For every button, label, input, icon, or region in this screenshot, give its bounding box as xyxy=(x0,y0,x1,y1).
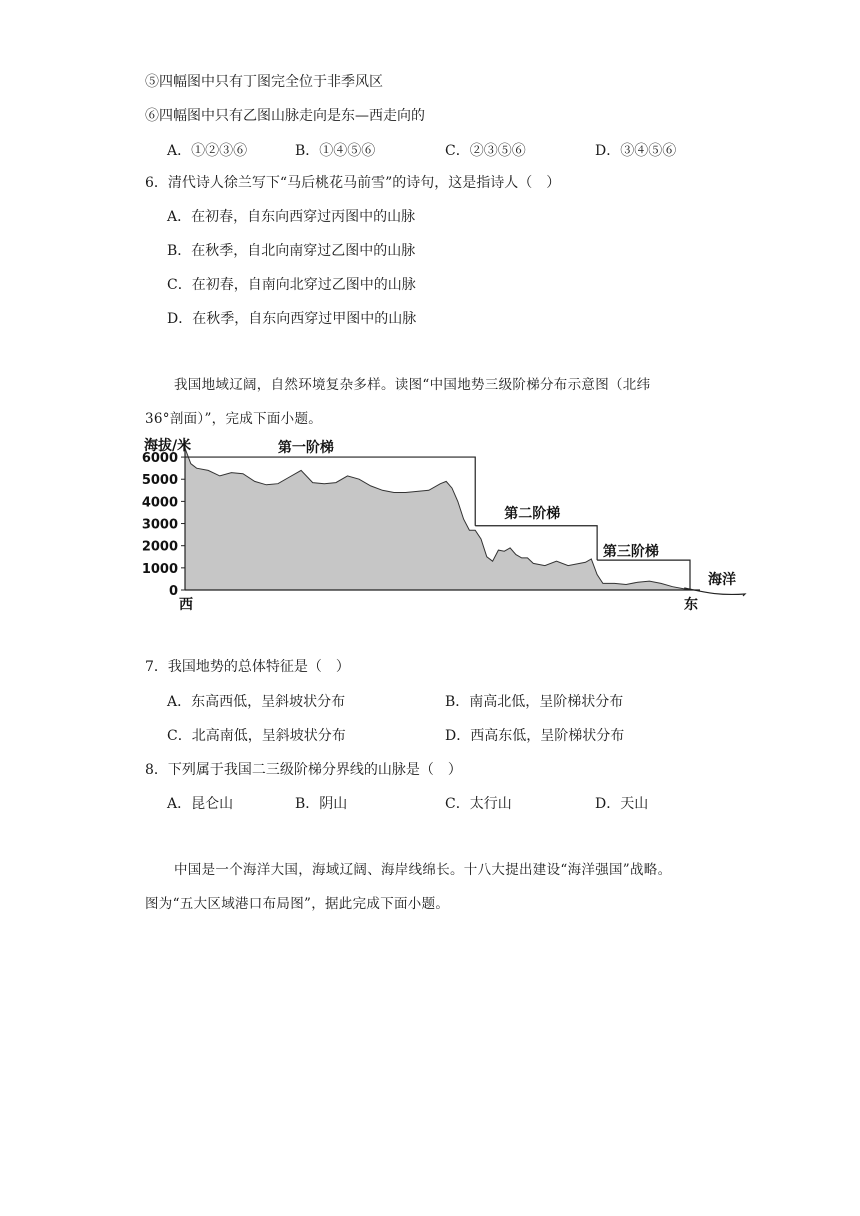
intro-paragraph-1-line-1: 我国地域辽阔，自然环境复杂多样。读图“中国地势三级阶梯分布示意图（北纬 xyxy=(174,377,651,393)
q8-option-d[interactable]: D．天山 xyxy=(595,796,649,812)
y-tick-label-1000: 1000 xyxy=(141,561,178,577)
y-tick-label-0: 0 xyxy=(168,584,178,599)
q5-option-a[interactable]: A．①②③⑥ xyxy=(167,143,248,159)
statement-5: ⑤四幅图中只有丁图完全位于非季风区 xyxy=(145,74,383,90)
q7-option-d[interactable]: D．西高东低，呈阶梯状分布 xyxy=(445,728,625,744)
y-axis-label: 海拔/米 xyxy=(144,438,192,454)
q6-option-d[interactable]: D．在秋季，自东向西穿过甲图中的山脉 xyxy=(167,311,417,327)
statement-6: ⑥四幅图中只有乙图山脉走向是东—西走向的 xyxy=(145,108,425,124)
y-tick-label-4000: 4000 xyxy=(141,495,178,511)
q6-option-b[interactable]: B．在秋季，自北向南穿过乙图中的山脉 xyxy=(167,243,416,259)
q7-stem: 7．我国地势的总体特征是（ ） xyxy=(145,659,350,675)
step-outline-2 xyxy=(475,526,597,560)
q8-stem: 8．下列属于我国二三级阶梯分界线的山脉是（ ） xyxy=(145,762,462,778)
step-label-2: 第二阶梯 xyxy=(504,505,561,522)
ocean-line xyxy=(684,588,745,596)
intro-paragraph-2-line-2: 图为“五大区域港口布局图”，据此完成下面小题。 xyxy=(145,896,450,912)
q7-option-c[interactable]: C．北高南低，呈斜坡状分布 xyxy=(167,728,346,744)
q6-stem: 6．清代诗人徐兰写下“马后桃花马前雪”的诗句，这是指诗人（ ） xyxy=(145,175,561,191)
q5-option-d[interactable]: D．③④⑤⑥ xyxy=(595,143,677,159)
step-label-1: 第一阶梯 xyxy=(277,440,334,457)
intro-paragraph-2-line-1: 中国是一个海洋大国，海域辽阔、海岸线绵长。十八大提出建设“海洋强国”战略。 xyxy=(174,862,672,878)
q7-option-a[interactable]: A．东高西低，呈斜坡状分布 xyxy=(167,694,346,710)
x-start-label: 西 xyxy=(179,597,193,613)
terrain-profile-area xyxy=(185,448,690,590)
x-end-label: 东 xyxy=(684,597,698,613)
step-label-3: 第三阶梯 xyxy=(602,544,659,561)
q6-option-a[interactable]: A．在初春，自东向西穿过丙图中的山脉 xyxy=(167,209,416,225)
q5-option-b[interactable]: B．①④⑤⑥ xyxy=(295,143,376,159)
q8-option-c[interactable]: C．太行山 xyxy=(445,796,512,812)
q8-option-a[interactable]: A．昆仑山 xyxy=(167,796,234,812)
q6-option-c[interactable]: C．在初春，自南向北穿过乙图中的山脉 xyxy=(167,277,416,293)
ocean-label: 海洋 xyxy=(708,572,736,588)
y-tick-label-5000: 5000 xyxy=(141,473,178,489)
y-tick-label-2000: 2000 xyxy=(141,539,178,555)
intro-paragraph-1-line-2: 36°剖面）”，完成下面小题。 xyxy=(145,411,323,427)
y-tick-label-3000: 3000 xyxy=(141,517,178,533)
y-tick-label-6000: 6000 xyxy=(141,451,178,467)
terrain-profile-chart xyxy=(140,436,750,616)
q8-option-b[interactable]: B．阴山 xyxy=(295,796,348,812)
q5-option-c[interactable]: C．②③⑤⑥ xyxy=(445,143,526,159)
q7-option-b[interactable]: B．南高北低，呈阶梯状分布 xyxy=(445,694,624,710)
